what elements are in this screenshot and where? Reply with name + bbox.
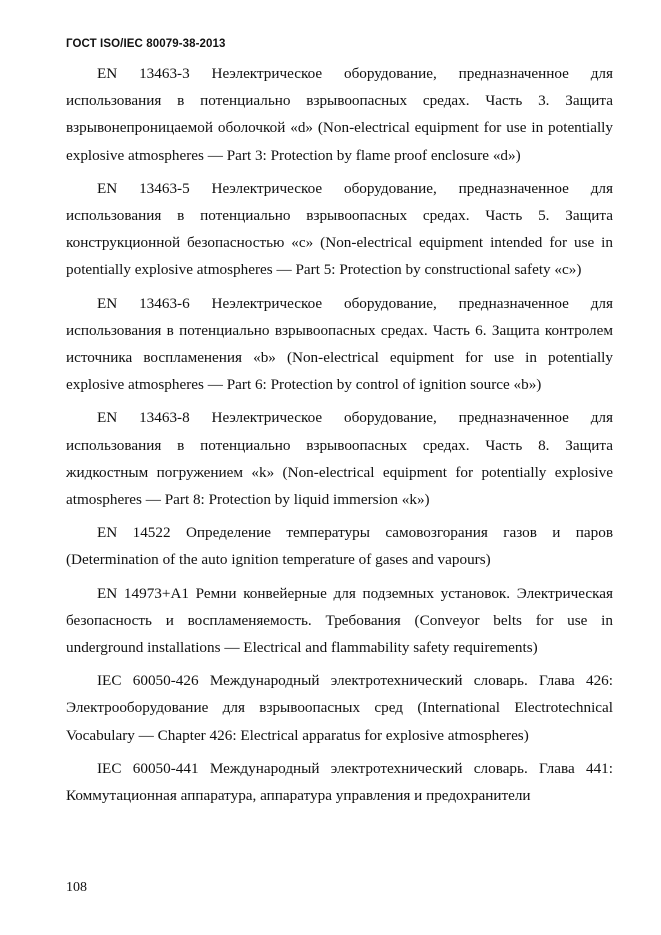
reference-iec-60050-426: IEC 60050-426 Международный электротехнический словарь. Глава 426: Электрооборудование для взрывоопасных сред (International Electrotechnical Vocabulary — Chapter 426: Electrical apparatus for explosive atmospheres) [66,672,613,744]
reference-en-14973: EN 14973+A1 Ремни конвейерные для подземных установок. Электрическая безопасность и воспламеняемость. Требования (Conveyor belts for use in underground installations — Electrical and flammability safety requirements) [66,584,613,657]
reference-en-13463-3: EN 13463-3 Неэлектрическое оборудование, предназначенное для использования в потенциально взрывоопасных средах. Часть 3. Защита взрывонепроницаемой оболочкой «d» (Non-electrical equipment for use in potentially explosive atmospheres — Part 3: Protection by flame proof enclosure «d») [66,65,613,164]
standard-header: ГОСТ ISO/IEC 80079-38-2013 [66,38,226,50]
reference-en-13463-6: EN 13463-6 Неэлектрическое оборудование, предназначенное для использования в потенциально взрывоопасных средах. Часть 6. Защита контролем источника воспламенения «b» (Non-electrical equipment for use in potentially explosive atmospheres — Part 6: Protection by control of ignition source «b») [66,294,613,394]
references-list [66,60,613,815]
reference-en-13463-8: EN 13463-8 Неэлектрическое оборудование, предназначенное для использования в потенциально взрывоопасных средах. Часть 8. Защита жидкостным погружением «k» (Non-electrical equipment for potentially explosive atmospheres — Part 8: Protection by liquid immersion «k») [66,409,613,509]
reference-en-13463-5: EN 13463-5 Неэлектрическое оборудование, предназначенное для использования в потенциально взрывоопасных средах. Часть 5. Защита конструкционной безопасностью «c» (Non-electrical equipment intended for use in potentially explosive atmospheres — Part 5: Protection by constructional safety «c») [66,179,613,279]
reference-en-14522: EN 14522 Определение температуры самовозгорания газов и паров (Determination of the auto ignition temperature of gases and vapours) [66,524,613,569]
reference-iec-60050-441: IEC 60050-441 Международный электротехнический словарь. Глава 441: Коммутационная аппаратура, аппаратура управления и предохранители [66,759,613,805]
page-number: 108 [66,880,87,895]
